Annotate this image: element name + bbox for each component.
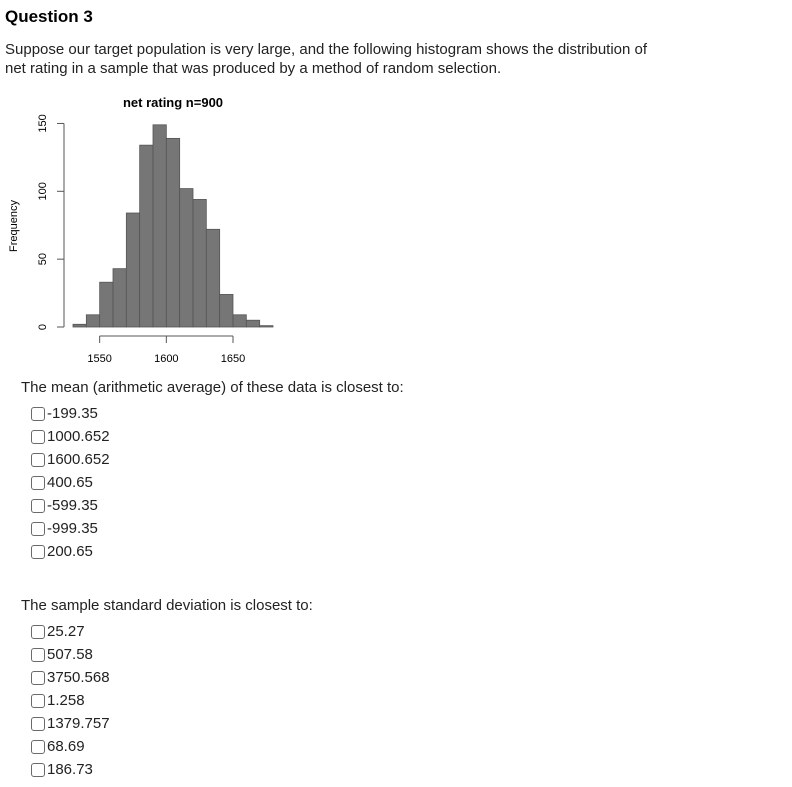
x-tick-label: 1550 <box>87 353 112 365</box>
mean-question-option[interactable] <box>31 540 110 563</box>
histogram-bar <box>246 320 259 327</box>
checkbox[interactable] <box>31 476 45 490</box>
checkbox[interactable] <box>31 763 45 777</box>
histogram-bar <box>260 326 273 327</box>
sd-question-option[interactable] <box>31 666 110 689</box>
mean-question-option[interactable] <box>31 402 110 425</box>
option-label: 1.258 <box>47 692 85 709</box>
histogram-bar <box>193 199 206 327</box>
sd-question-option[interactable] <box>31 643 110 666</box>
x-tick-label: 1600 <box>154 353 179 365</box>
checkbox[interactable] <box>31 522 45 536</box>
option-label: 200.65 <box>47 543 93 560</box>
checkbox[interactable] <box>31 694 45 708</box>
option-label: -999.35 <box>47 520 98 537</box>
histogram-bar <box>233 315 246 327</box>
sd-options-list <box>31 620 110 781</box>
y-tick-label: 0 <box>37 323 49 331</box>
y-tick-label: 100 <box>37 182 49 201</box>
checkbox[interactable] <box>31 407 45 421</box>
sd-question-option[interactable] <box>31 620 110 643</box>
option-label: 68.69 <box>47 738 85 755</box>
mean-question-option[interactable] <box>31 471 110 494</box>
histogram-bar <box>86 315 99 327</box>
option-label: 400.65 <box>47 474 93 491</box>
mean-question-option[interactable] <box>31 494 110 517</box>
y-axis <box>37 114 64 330</box>
checkbox[interactable] <box>31 717 45 731</box>
histogram-bar <box>206 229 219 327</box>
histogram-bars <box>73 125 273 327</box>
histogram-bar <box>166 138 179 327</box>
intro-line-1: Suppose our target population is very large, and the following histogram shows the distribution of <box>5 41 648 58</box>
option-label: 1379.757 <box>47 715 110 732</box>
mean-question-prompt: The mean (arithmetic average) of these data is closest to: <box>21 379 404 396</box>
mean-question-option[interactable] <box>31 448 110 471</box>
checkbox[interactable] <box>31 430 45 444</box>
histogram-bar <box>140 145 153 327</box>
question-intro <box>5 40 725 78</box>
histogram-svg <box>0 88 290 378</box>
checkbox[interactable] <box>31 671 45 685</box>
chart-title: net rating n=900 <box>122 95 224 110</box>
option-label: 507.58 <box>47 646 93 663</box>
sd-question-option[interactable] <box>31 758 110 781</box>
mean-question-option[interactable] <box>31 517 110 540</box>
histogram-chart <box>0 88 290 378</box>
checkbox[interactable] <box>31 625 45 639</box>
checkbox[interactable] <box>31 648 45 662</box>
histogram-bar <box>180 189 193 327</box>
mean-options-list <box>31 402 110 563</box>
y-tick-label: 50 <box>37 253 49 266</box>
x-tick-label: 1650 <box>220 353 246 365</box>
sd-question-option[interactable] <box>31 689 110 712</box>
checkbox[interactable] <box>31 740 45 754</box>
histogram-bar <box>100 282 113 327</box>
histogram-bar <box>153 125 166 327</box>
checkbox[interactable] <box>31 499 45 513</box>
intro-line-2: net rating in a sample that was produced by a method of random selection. <box>5 60 502 77</box>
histogram-bar <box>113 269 126 327</box>
sd-question-prompt: The sample standard deviation is closest to: <box>21 597 313 614</box>
option-label: -199.35 <box>47 405 98 422</box>
option-label: 3750.568 <box>47 669 110 686</box>
histogram-bar <box>220 294 233 327</box>
option-label: 1000.652 <box>47 428 110 445</box>
y-tick-label: 150 <box>37 114 49 133</box>
option-label: 1600.652 <box>47 451 110 468</box>
option-label: -599.35 <box>47 497 98 514</box>
histogram-bar <box>73 324 86 327</box>
checkbox[interactable] <box>31 453 45 467</box>
option-label: 25.27 <box>47 623 85 640</box>
mean-question-option[interactable] <box>31 425 110 448</box>
sd-question-option[interactable] <box>31 735 110 758</box>
sd-question-option[interactable] <box>31 712 110 735</box>
y-axis-label: Frequency <box>8 200 20 252</box>
histogram-bar <box>126 213 139 327</box>
question-title: Question 3 <box>5 7 93 26</box>
checkbox[interactable] <box>31 545 45 559</box>
x-axis <box>87 336 245 365</box>
option-label: 186.73 <box>47 761 93 778</box>
